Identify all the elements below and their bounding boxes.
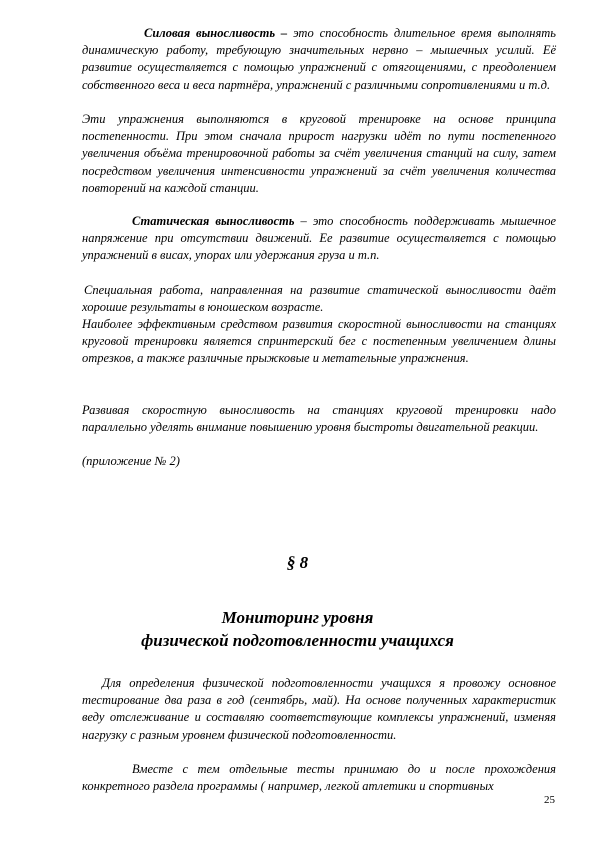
- paragraph-speed-endurance: Наиболее эффективным средством развития скоростной выносливости на станциях круговой тренировки является спринтерский бег с постепенным увеличением длины отрезков, а также различные прыжковые и метательные упражнения.: [82, 317, 556, 366]
- page-number: 25: [544, 794, 555, 806]
- term-strength-endurance: Силовая выносливость –: [144, 26, 288, 40]
- paragraph-static-endurance: [82, 213, 556, 265]
- paragraph-strength-endurance: [82, 25, 556, 94]
- section-title: [0, 606, 595, 652]
- section-title-line-2: физической подготовленности учащихся: [141, 631, 454, 650]
- paragraph-reaction-speed: Развивая скоростную выносливость на станциях круговой тренировки надо параллельно уделять внимание повышению уровня быстроты двигательной реакции.: [82, 403, 556, 435]
- paragraph-special-work: Специальная работа, направленная на развитие статической выносливости даёт хорошие результаты в юношеском возрасте.: [82, 283, 556, 315]
- definition-strength-endurance: это способность длительное время выполнять динамическую работу, требующую значительных нервно – мышечных усилий. Её развитие осуществляется с помощью упражнений с отягощениями, с преодолением собственного веса и веса партнёра, упражнений с различными сопротивлениями и т.д.: [82, 26, 556, 92]
- section-title-line-1: Мониторинг уровня: [221, 608, 374, 627]
- definition-static-endurance: – это способность поддерживать мышечное напряжение при отсутствии движений. Ее развитие осуществляется с помощью упражнений в висах, упорах или удержания груза и т.п.: [82, 214, 557, 263]
- term-static-endurance: Статическая выносливость: [132, 214, 295, 228]
- paragraph-circuit-training: Эти упражнения выполняются в круговой тренировке на основе принципа постепенности. При этом сначала прирост нагрузки идёт по пути постепенного увеличения объёма тренировочной работы за счёт увеличения станций на силу, затем посредством увеличения интенсивности упражнений за счёт увеличения количества повторений на каждой станции.: [82, 112, 556, 195]
- paragraph-separate-tests: Вместе с тем отдельные тесты принимаю до и после прохождения конкретного раздела программы ( например, легкой атлетики и спортивных: [82, 762, 556, 794]
- section-number: § 8: [286, 553, 309, 572]
- paragraph-testing: Для определения физической подготовленности учащихся я провожу основное тестирование два раза в год (сентябрь, май). На основе полученных характеристик веду отслеживание и составляю соответствующие комплексы упражнений, изменяя нагрузку с разным уровнем физической подготовленности.: [82, 676, 556, 742]
- appendix-reference: (приложение № 2): [82, 454, 180, 468]
